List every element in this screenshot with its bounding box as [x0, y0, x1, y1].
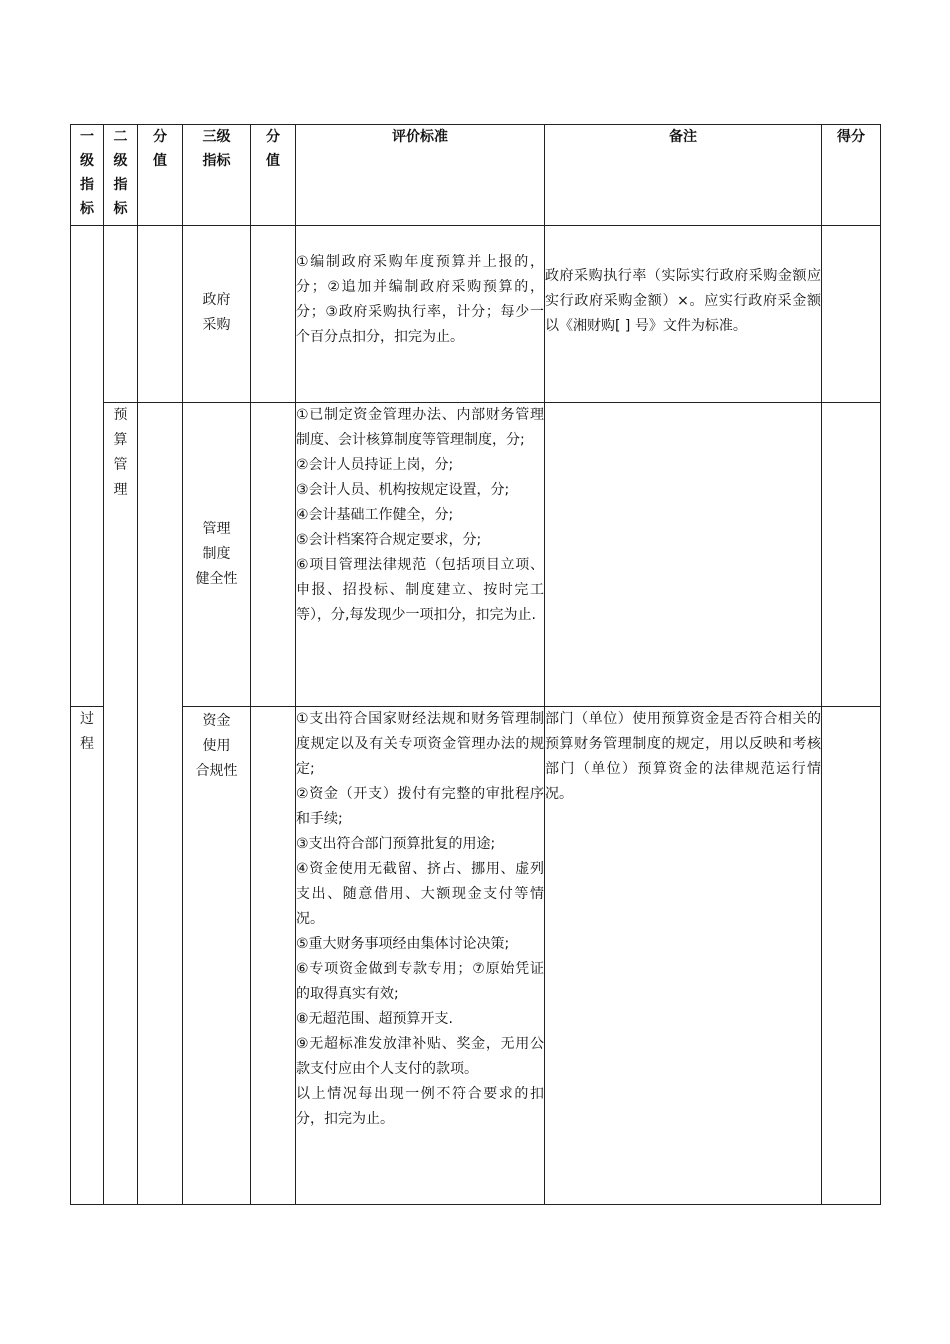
level1-empty-cell — [71, 226, 104, 707]
remark-cell: 部门（单位）使用预算资金是否符合相关的预算财务管理制度的规定，用以反映和考核部门（单位）预算资金的法律规范运行情况。 — [545, 707, 822, 1205]
level1-cell: 过程 — [71, 707, 104, 1205]
criteria-item: ③会计人员、机构按规定设置，分; — [296, 482, 510, 498]
criteria-item: ①已制定资金管理办法、内部财务管理制度、会计核算制度等管理制度，分; — [296, 407, 544, 448]
remark-cell — [545, 403, 822, 707]
criteria-cell — [296, 226, 545, 403]
score2-cell — [251, 707, 296, 1205]
header-score2: 分值 — [251, 125, 296, 226]
criteria-item: ⑤重大财务事项经由集体讨论决策; — [296, 936, 510, 952]
remark-cell: 政府采购执行率（实际实行政府采购金额应实行政府采购金额）×。应实行政府采金额以《湘财购[ ] 号》文件为标准。 — [545, 226, 822, 403]
criteria-item: ⑤会计档案符合规定要求，分; — [296, 532, 482, 548]
criteria-item: ⑧无超范围、超预算开支. — [296, 1011, 454, 1027]
criteria-item: ⑨无超标准发放津补贴、奖金，无用公款支付应由个人支付的款项。 — [296, 1036, 544, 1077]
result-cell — [822, 226, 881, 403]
criteria-item: ⑥项目管理法律规范（包括项目立项、申报、招投标、制度建立、按时完工等），分,每发现少一项扣分，扣完为止. — [296, 557, 544, 623]
header-result: 得分 — [822, 125, 881, 226]
criteria-cell — [296, 707, 545, 1205]
table-row — [71, 226, 881, 403]
criteria-item: 以上情况每出现一例不符合要求的扣分，扣完为止。 — [296, 1086, 544, 1127]
evaluation-table — [70, 124, 881, 1205]
level2-empty-cell — [104, 226, 138, 403]
level3-cell: 政府 采购 — [183, 226, 251, 403]
criteria-item: ④会计基础工作健全，分; — [296, 507, 454, 523]
level3-cell: 管理 制度 健全性 — [183, 403, 251, 707]
header-level1: 一级指标 — [71, 125, 104, 226]
result-cell — [822, 403, 881, 707]
header-level3: 三级指标 — [183, 125, 251, 226]
criteria-item: ②资金（开支）拨付有完整的审批程序和手续; — [296, 786, 544, 827]
score2-cell — [251, 226, 296, 403]
criteria-item: ①支出符合国家财经法规和财务管理制度规定以及有关专项资金管理办法的规定; — [296, 711, 544, 777]
header-row — [71, 125, 881, 226]
score1-cell — [138, 403, 183, 1205]
criteria-item: ③支出符合部门预算批复的用途; — [296, 836, 496, 852]
score1-cell — [138, 226, 183, 403]
header-score1: 分值 — [138, 125, 183, 226]
criteria-item: ①编制政府采购年度预算并上报的，分；②追加并编制政府采购预算的，分；③政府采购执行率，计分；每少一个百分点扣分，扣完为止。 — [296, 254, 544, 345]
criteria-cell — [296, 403, 545, 707]
header-remarks: 备注 — [545, 125, 822, 226]
header-level2: 二级指标 — [104, 125, 138, 226]
header-criteria: 评价标准 — [296, 125, 545, 226]
criteria-item: ②会计人员持证上岗，分; — [296, 457, 454, 473]
level2-cell: 预算管理 — [104, 403, 138, 1205]
table-row — [71, 403, 881, 707]
criteria-item: ⑥专项资金做到专款专用；⑦原始凭证的取得真实有效; — [296, 961, 544, 1002]
criteria-item: ④资金使用无截留、挤占、挪用、虚列支出、随意借用、大额现金支付等情况。 — [296, 861, 544, 927]
score2-cell — [251, 403, 296, 707]
result-cell — [822, 707, 881, 1205]
table-row — [71, 707, 881, 1205]
level3-cell: 资金 使用 合规性 — [183, 707, 251, 1205]
